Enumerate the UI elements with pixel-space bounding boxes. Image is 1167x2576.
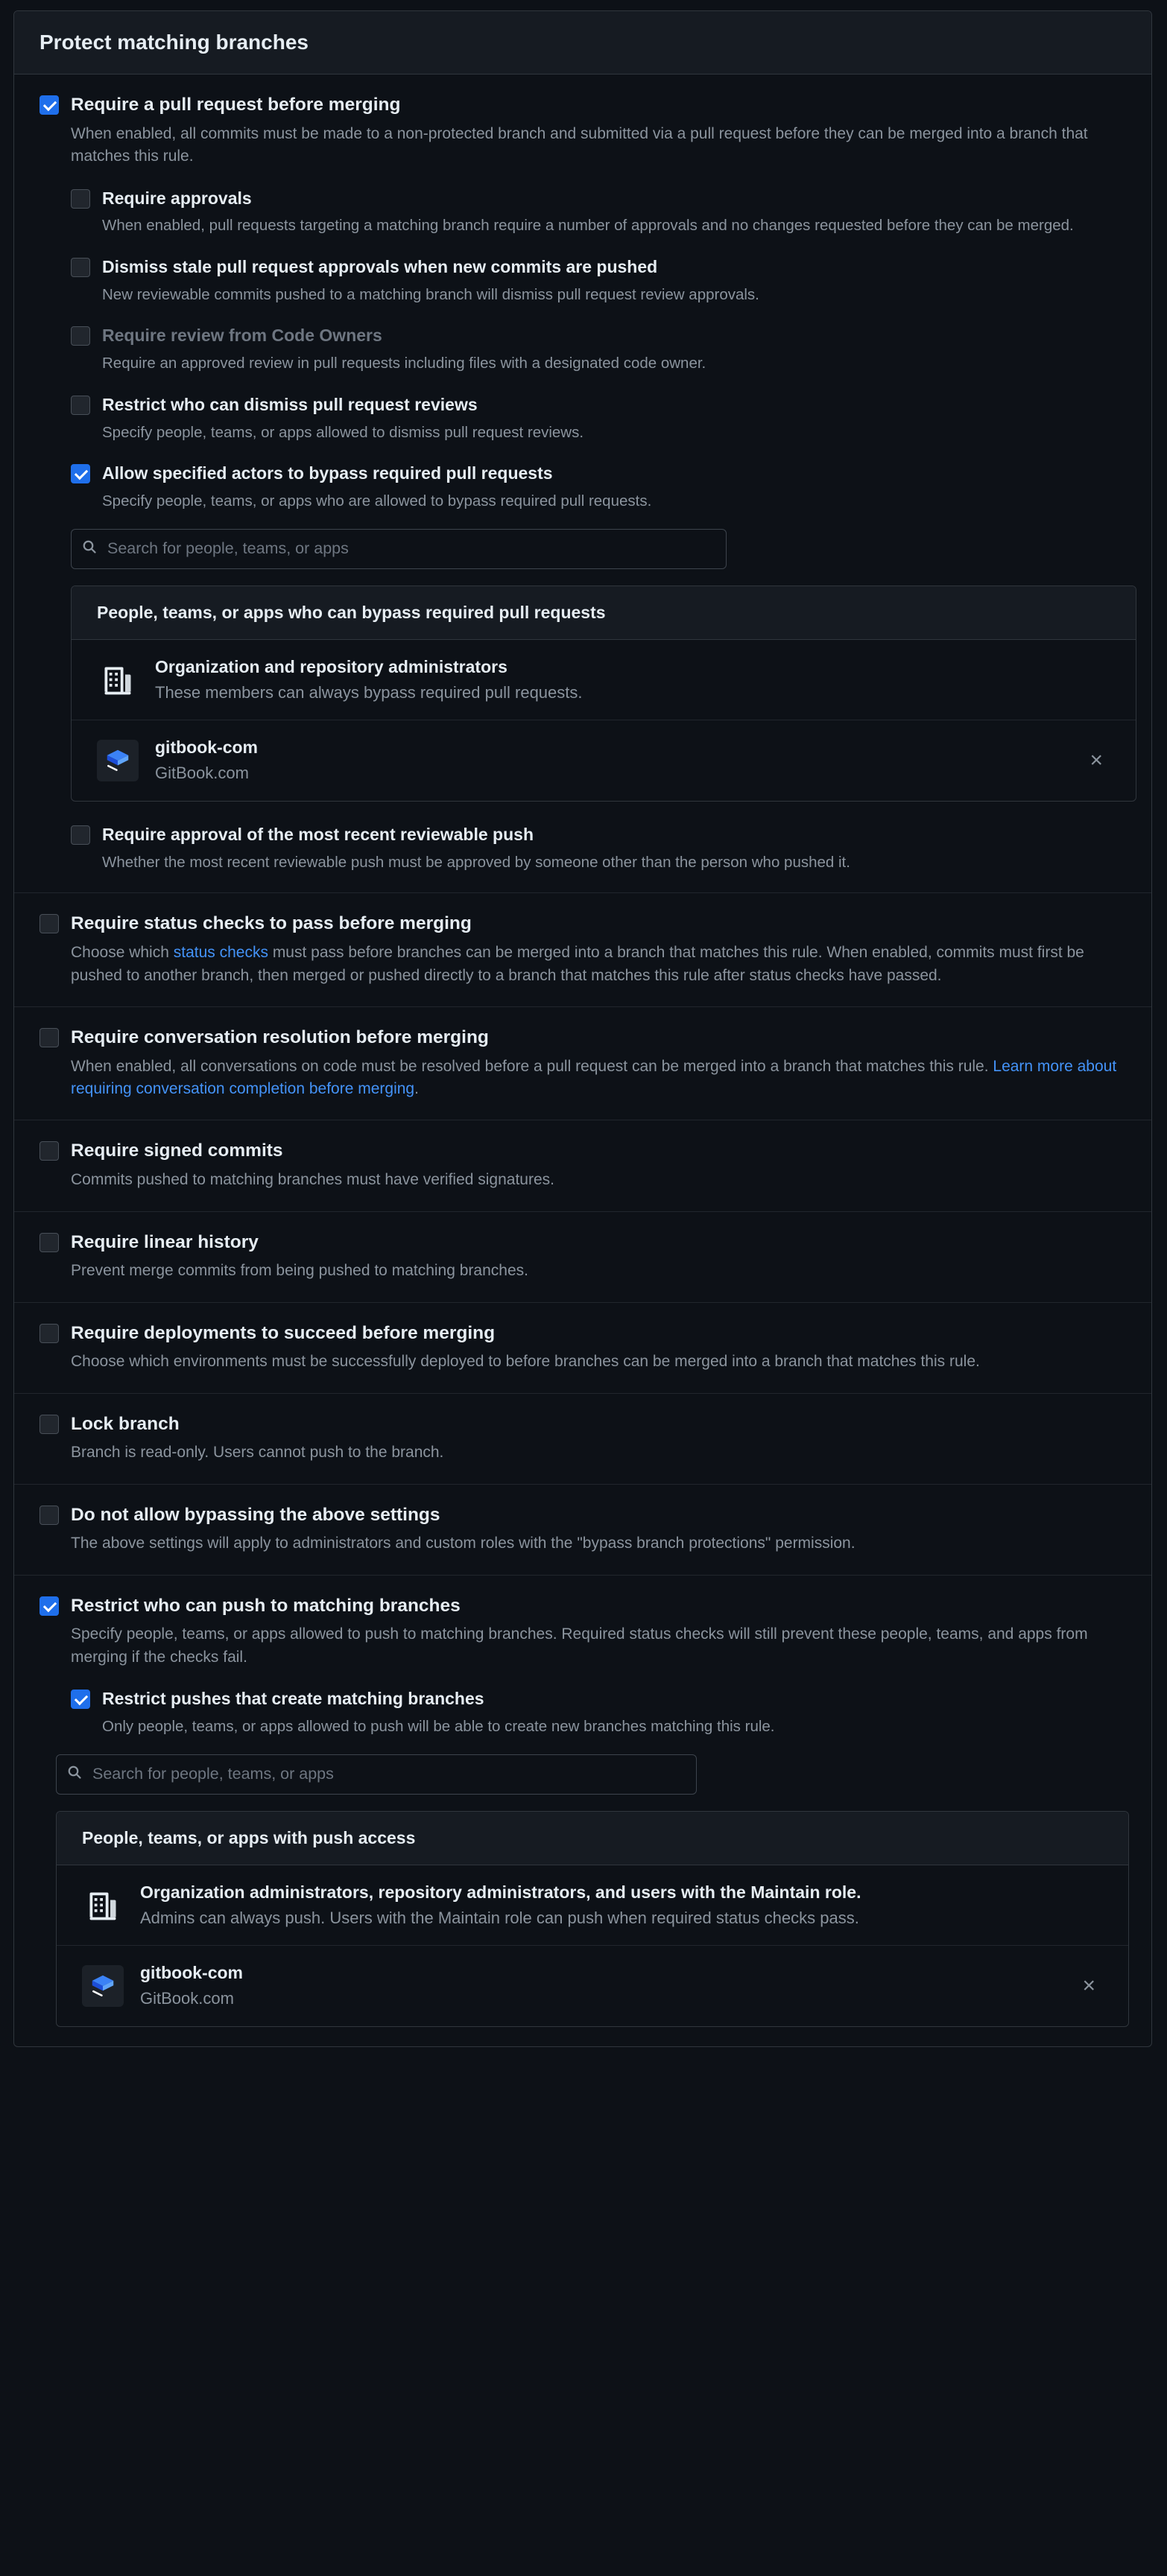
checkbox-allow-bypass-actors[interactable] (71, 464, 90, 483)
label-no-bypass[interactable]: Do not allow bypassing the above settings (71, 1504, 440, 1525)
remove-actor-button[interactable]: × (1082, 1973, 1095, 1999)
label-allow-bypass-actors[interactable]: Allow specified actors to bypass required pull requests (102, 463, 553, 483)
organization-icon (97, 659, 139, 701)
checkbox-dismiss-stale-approvals[interactable] (71, 258, 90, 277)
option-require-linear-history[interactable] (39, 1231, 1126, 1283)
label-require-pull-request[interactable]: Require a pull request before merging (71, 95, 401, 115)
label-require-linear-history[interactable]: Require linear history (71, 1231, 259, 1252)
protect-matching-branches-panel (13, 10, 1152, 2047)
list-item-subtitle: Admins can always push. Users with the Maintain role can push when required status checks pass. (140, 1908, 859, 1927)
section-require-linear-history (14, 1212, 1151, 1303)
checkbox-restrict-push[interactable] (39, 1596, 59, 1616)
checkbox-restrict-dismiss-reviews[interactable] (71, 396, 90, 415)
option-lock-branch[interactable] (39, 1413, 1126, 1465)
list-item (72, 640, 1136, 721)
desc-require-pull-request: When enabled, all commits must be made to a non-protected branch and submitted via a pull request before they can be merged into a branch that matches this rule. (71, 124, 1088, 165)
page-title: Protect matching branches (14, 11, 1151, 74)
label-require-approvals[interactable]: Require approvals (102, 188, 252, 208)
list-item-title: Organization and repository administrators (155, 656, 507, 676)
search-icon (67, 1765, 91, 1783)
section-require-status-checks (14, 893, 1151, 1007)
list-item-title: gitbook-com (140, 1963, 243, 1983)
bypass-search-input[interactable] (106, 539, 715, 559)
desc-require-deployments: Choose which environments must be successfully deployed to before branches can be merged into a branch that matches this rule. (71, 1353, 980, 1371)
section-require-conversation-resolution (14, 1007, 1151, 1121)
label-lock-branch[interactable]: Lock branch (71, 1413, 180, 1434)
status-checks-link[interactable]: status checks (173, 944, 268, 962)
section-no-bypass (14, 1485, 1151, 1576)
desc-dismiss-stale-approvals: New reviewable commits pushed to a matching branch will dismiss pull request review approvals. (102, 285, 759, 303)
section-require-pull-request (14, 74, 1151, 893)
bypass-actors-list (71, 586, 1136, 802)
section-require-deployments (14, 1303, 1151, 1394)
checkbox-require-deployments[interactable] (39, 1324, 59, 1343)
checkbox-require-approvals[interactable] (71, 189, 90, 209)
list-item (72, 720, 1136, 801)
push-access-list-header: People, teams, or apps with push access (57, 1812, 1128, 1865)
checkbox-no-bypass[interactable] (39, 1506, 59, 1525)
desc-no-bypass: The above settings will apply to administrators and custom roles with the "bypass branch protections" permission. (71, 1535, 856, 1552)
option-restrict-branch-creation[interactable] (71, 1688, 1126, 1737)
desc-require-linear-history: Prevent merge commits from being pushed to matching branches. (71, 1262, 528, 1280)
option-no-bypass[interactable] (39, 1504, 1126, 1555)
gitbook-app-icon (97, 740, 139, 781)
desc-part-before: When enabled, all conversations on code must be resolved before a pull request can be merged into a branch that matches this rule. (71, 1057, 993, 1075)
desc-restrict-push: Specify people, teams, or apps allowed to push to matching branches. Required status checks will still prevent these people, teams, and apps from merging if the checks fail. (71, 1625, 1088, 1666)
push-access-search-field[interactable] (56, 1754, 697, 1795)
list-item (57, 1865, 1128, 1947)
desc-part-after: must pass before branches can be merged into a branch that matches this rule. When enabled, commits must first be pushed to another branch, then merged or pushed directly to a branch that matches this rule after status checks have passed. (71, 944, 1084, 984)
checkbox-require-signed-commits[interactable] (39, 1141, 59, 1161)
label-require-signed-commits[interactable]: Require signed commits (71, 1141, 283, 1161)
push-access-search-input[interactable] (91, 1764, 686, 1784)
option-require-approval-recent-push[interactable] (71, 824, 1126, 873)
desc-lock-branch: Branch is read-only. Users cannot push to the branch. (71, 1444, 444, 1462)
label-require-conversation-resolution[interactable]: Require conversation resolution before merging (71, 1027, 489, 1047)
conversation-learn-more-link[interactable]: Learn more about requiring conversation completion before merging (71, 1057, 1117, 1098)
desc-part-before: Choose which (71, 944, 174, 962)
option-allow-bypass-actors[interactable] (71, 463, 1126, 512)
section-lock-branch (14, 1394, 1151, 1485)
label-dismiss-stale-approvals[interactable]: Dismiss stale pull request approvals when new commits are pushed (102, 256, 658, 276)
checkbox-require-pull-request[interactable] (39, 95, 59, 115)
checkbox-require-code-owners[interactable] (71, 326, 90, 346)
list-item-subtitle: GitBook.com (140, 1989, 234, 2008)
list-item-subtitle: These members can always bypass required pull requests. (155, 682, 583, 702)
checkbox-require-status-checks[interactable] (39, 914, 59, 933)
bypass-search-field[interactable] (71, 529, 727, 569)
label-restrict-push[interactable]: Restrict who can push to matching branches (71, 1595, 461, 1616)
push-access-list (56, 1811, 1129, 2027)
checkbox-require-approval-recent-push[interactable] (71, 825, 90, 845)
option-require-code-owners[interactable] (71, 325, 1126, 374)
section-require-signed-commits (14, 1120, 1151, 1211)
checkbox-require-linear-history[interactable] (39, 1233, 59, 1252)
gitbook-app-icon (82, 1965, 124, 2007)
desc-restrict-branch-creation: Only people, teams, or apps allowed to push will be able to create new branches matching this rule. (102, 1718, 775, 1736)
option-require-pull-request[interactable] (39, 94, 1126, 168)
list-item (57, 1946, 1128, 2026)
option-restrict-dismiss-reviews[interactable] (71, 394, 1126, 443)
desc-restrict-dismiss-reviews: Specify people, teams, or apps allowed to dismiss pull request reviews. (102, 423, 584, 441)
label-require-approval-recent-push[interactable]: Require approval of the most recent reviewable push (102, 825, 534, 844)
option-require-deployments[interactable] (39, 1322, 1126, 1374)
label-restrict-branch-creation[interactable]: Restrict pushes that create matching branches (102, 1689, 484, 1709)
option-require-signed-commits[interactable] (39, 1140, 1126, 1191)
option-dismiss-stale-approvals[interactable] (71, 256, 1126, 305)
bypass-actors-list-header: People, teams, or apps who can bypass required pull requests (72, 586, 1136, 640)
checkbox-require-conversation-resolution[interactable] (39, 1028, 59, 1047)
label-require-code-owners[interactable]: Require review from Code Owners (102, 326, 382, 346)
desc-require-approvals: When enabled, pull requests targeting a matching branch require a number of approvals and no changes requested before they can be merged. (102, 217, 1074, 235)
search-icon (82, 539, 106, 558)
option-require-status-checks[interactable] (39, 913, 1126, 987)
section-restrict-push (14, 1576, 1151, 2046)
desc-allow-bypass-actors: Specify people, teams, or apps who are allowed to bypass required pull requests. (102, 492, 652, 510)
list-item-title: gitbook-com (155, 737, 258, 758)
option-require-conversation-resolution[interactable] (39, 1027, 1126, 1101)
checkbox-lock-branch[interactable] (39, 1415, 59, 1434)
option-require-approvals[interactable] (71, 188, 1126, 237)
remove-actor-button[interactable]: × (1089, 748, 1103, 773)
desc-part-after: . (414, 1080, 419, 1098)
label-require-status-checks[interactable]: Require status checks to pass before merging (71, 913, 472, 934)
organization-icon (82, 1885, 124, 1926)
checkbox-restrict-branch-creation[interactable] (71, 1690, 90, 1709)
list-item-subtitle: GitBook.com (155, 764, 249, 783)
desc-require-status-checks (71, 942, 1126, 987)
desc-require-conversation-resolution (71, 1056, 1126, 1101)
option-restrict-push[interactable] (39, 1595, 1126, 1669)
label-restrict-dismiss-reviews[interactable]: Restrict who can dismiss pull request reviews (102, 394, 478, 414)
desc-require-signed-commits: Commits pushed to matching branches must have verified signatures. (71, 1171, 554, 1189)
list-item-title: Organization administrators, repository administrators, and users with the Maintain role. (140, 1882, 861, 1902)
desc-require-approval-recent-push: Whether the most recent reviewable push must be approved by someone other than the person who pushed it. (102, 853, 850, 871)
desc-require-code-owners: Require an approved review in pull requests including files with a designated code owner. (102, 355, 706, 372)
label-require-deployments[interactable]: Require deployments to succeed before merging (71, 1322, 496, 1343)
